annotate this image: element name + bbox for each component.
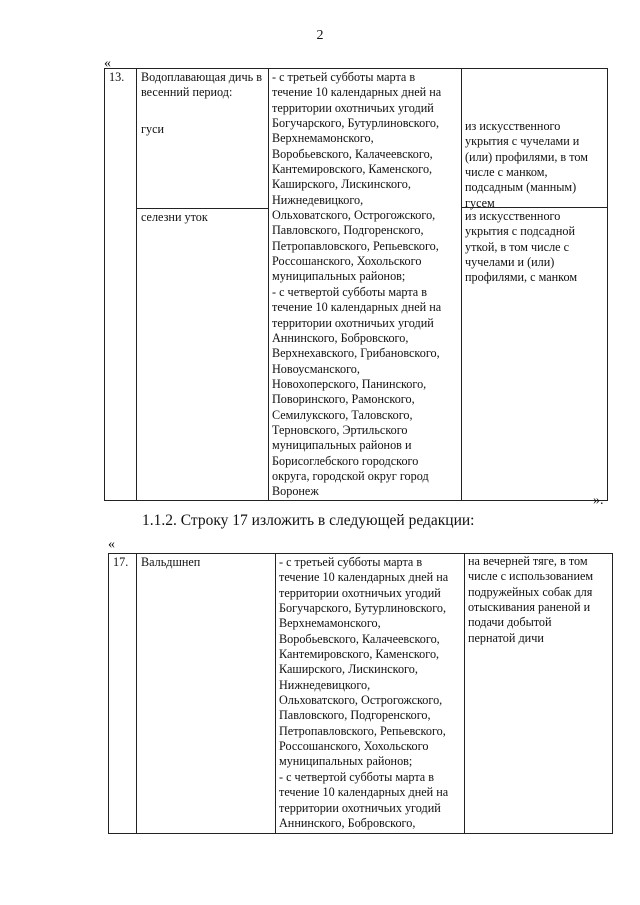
page-number: 2 [316,28,324,43]
section-heading: 1.1.2. Строку 17 изложить в следующей редакции: [142,512,475,529]
period-line: течение 10 календарных дней на [279,785,449,800]
period-line: Кантемировского, Каменского, [279,647,440,662]
condition-line: уткой, в том числе с [465,239,570,254]
table-row-13 [104,68,608,501]
period-line: муниципальных районов; [272,269,406,284]
geese-conditions [465,119,588,211]
period-line: Россошанского, Хохольского [279,739,429,754]
drakes-conditions [465,209,577,286]
period-line: Кантемировского, Каменского, [272,162,433,177]
period-line: - с третьей субботы марта в [279,555,423,569]
period-line: округа, городской округ город [272,468,429,483]
period-line: Воробьевского, Калачеевского, [272,146,433,161]
period-line: - с третьей субботы марта в [272,70,416,84]
table-row-17 [108,553,613,834]
condition-line: подачи добытой [468,615,552,630]
row-number: 13. [109,70,125,84]
condition-line: чучелами и (или) [465,255,555,270]
period-line: Верхнемамонского, [279,616,381,631]
period-line: Павловского, Подгоренского, [279,708,431,723]
period-line: муниципальных районов и [272,438,412,453]
period-line: Петропавловского, Репьевского, [272,238,439,253]
condition-line: гусем [465,195,495,210]
species-drakes: селезни уток [141,210,208,224]
period-line: Богучарского, Бутурлиновского, [279,601,447,616]
opening-quote: « [108,537,115,552]
period-line: Богучарского, Бутурлиновского, [272,116,440,131]
row-13-number-cell [105,69,137,501]
period-line: Верхнемамонского, [272,131,374,146]
row-17-period-cell [276,554,465,834]
condition-line: на вечерней тяге, в том [468,554,588,568]
period-line: Воробьевского, Калачеевского, [279,631,440,646]
species-name-line: Водоплавающая дичь в [141,70,262,84]
period-line: территории охотничьих угодий [279,800,441,815]
row-17-number-cell [109,554,137,834]
species-geese: гуси [141,122,165,136]
condition-line: укрытия с чучелами и [465,134,580,149]
condition-line: отыскивания раненой и [468,600,591,615]
period-line: Семилукского, Таловского, [272,407,413,422]
period-line: Россошанского, Хохольского [272,254,422,269]
period-line: течение 10 календарных дней на [279,570,449,585]
cell-divider [137,208,269,209]
condition-line: из искусственного [465,209,561,223]
period-line: Поворинского, Рамонского, [272,392,415,407]
condition-line: пернатой дичи [468,630,544,645]
period-line: Нижнедевицкого, [279,677,371,692]
period-line: Павловского, Подгоренского, [272,223,424,238]
condition-line: числе с манком, [465,165,548,180]
condition-line: числе с использованием [468,569,594,584]
cell-divider [462,207,608,208]
period-line: территории охотничьих угодий [272,100,434,115]
row-13-name-cell [137,69,269,501]
condition-line: профилями, с манком [465,270,578,285]
period-line: муниципальных районов; [279,754,413,769]
period-line: - с четвертой субботы марта в [272,284,428,299]
period-line: территории охотничьих угодий [279,585,441,600]
row-number: 17. [113,555,129,569]
condition-line: подружейных собак для [468,584,593,599]
period-line: Новохоперского, Панинского, [272,376,427,391]
period-line: Каширского, Лискинского, [279,662,418,677]
period-line: Нижнедевицкого, [272,192,364,207]
period-line: Воронеж [272,484,319,499]
period-line: Новоусманского, [272,361,360,376]
period-line: Верхнехавского, Грибановского, [272,346,440,361]
row-13-conditions-cell [462,69,608,501]
condition-line: (или) профилями, в том [465,149,588,164]
period-line: течение 10 календарных дней на [272,85,442,100]
condition-line: укрытия с подсадной [465,224,576,239]
closing-quote: ». [593,493,604,508]
condition-line: подсадным (манным) [465,180,577,195]
species-name-line: весенний период: [141,85,233,100]
period-line: течение 10 календарных дней на [272,300,442,315]
period-line: - с четвертой субботы марта в [279,769,435,784]
period-line: Каширского, Лискинского, [272,177,411,192]
period-line: Аннинского, Бобровского, [272,330,409,345]
period-line: Борисоглебского городского [272,453,419,468]
period-line: Терновского, Эртильского [272,422,408,437]
period-line: Ольховатского, Острогожского, [272,208,436,223]
row-17-conditions-cell [465,554,613,834]
period-line: Ольховатского, Острогожского, [279,693,443,708]
period-line: Аннинского, Бобровского, [279,815,416,830]
opening-quote: « [104,56,111,71]
period-line: территории охотничьих угодий [272,315,434,330]
condition-line: из искусственного [465,119,561,133]
row-13-period-cell [269,69,462,501]
species-woodcock: Вальдшнеп [141,555,201,569]
row-17-name-cell [137,554,276,834]
period-line: Петропавловского, Репьевского, [279,723,446,738]
